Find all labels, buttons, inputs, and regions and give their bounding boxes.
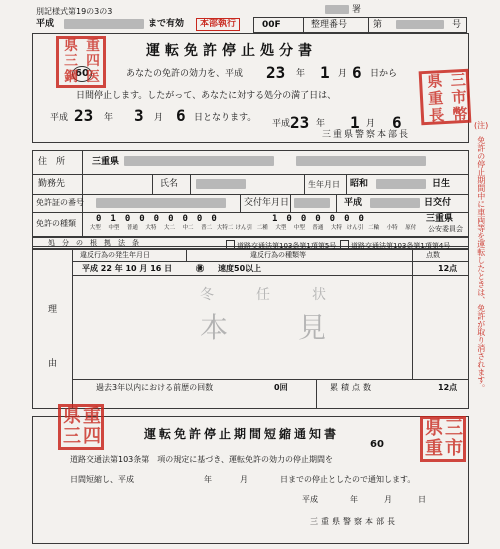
issue-unit-month: 月: [366, 119, 376, 129]
address-label: 住 所: [38, 157, 66, 167]
issue-day: 6: [392, 113, 402, 132]
license-class-label: 大二: [163, 225, 175, 231]
issue-year: 23: [290, 113, 310, 132]
issue-era: 平成: [272, 119, 291, 129]
reduction-line2b: 年: [204, 475, 212, 484]
seal-glyph: 県: [426, 72, 443, 91]
form-reference: 別記様式第19の3の3: [36, 7, 113, 16]
license-class-label: 大特: [330, 225, 342, 231]
license-class-label: 普二: [201, 225, 213, 231]
reduction-date-d: 日: [418, 495, 426, 504]
license-class-label: 二種: [256, 225, 268, 231]
address-value: 三重県: [92, 157, 120, 167]
faint-big-1: 本: [200, 311, 229, 344]
violation-type-header: 違反行為の種類等: [250, 251, 306, 259]
seal-glyph: 市: [445, 438, 463, 459]
license-class-label: 小特: [386, 225, 398, 231]
seal-glyph: 幣: [451, 104, 469, 124]
side-note-text: 免許の停止期間中に車両等を運転したときは、免許が取り消されます。: [476, 136, 486, 392]
unit-month: 月: [338, 69, 348, 79]
issue-date-suffix: 日交付: [424, 198, 452, 208]
violation-mark: ㊝: [196, 264, 204, 273]
license-class-label: 普通: [312, 225, 324, 231]
total-label: 累積点数: [330, 383, 374, 392]
license-class-label: 普通: [126, 225, 138, 231]
seal-glyph: 重: [86, 38, 100, 54]
dob-suffix: 日生: [432, 179, 451, 189]
reduction-line2a: 日間短縮し、平成: [70, 475, 134, 484]
seal-glyph: 三: [450, 70, 467, 90]
history-value: 0回: [274, 383, 288, 392]
redacted-office: [325, 5, 349, 14]
seal-glyph: 三: [445, 418, 463, 439]
from-label: 日から: [370, 69, 398, 79]
work-label: 勤務先: [38, 179, 66, 189]
reduction-line2d: 日までの停止としたので通知します。: [280, 475, 416, 484]
validity-suffix: まで有効: [148, 19, 185, 29]
seal-glyph: 四: [86, 53, 100, 70]
dob-value: 昭和: [350, 179, 369, 189]
reduction-date-era: 平成: [302, 495, 318, 504]
license-class-label: けん引: [346, 225, 364, 231]
license-class-label: 原付: [405, 225, 417, 231]
license-class-label: 二輪: [368, 225, 380, 231]
license-class-label: 大型: [89, 225, 101, 231]
violation-date-header: 違反行為の発生年月日: [80, 251, 150, 259]
start-day: 6: [352, 63, 362, 82]
notice-issuer: 三重県警察本部長: [322, 130, 411, 140]
notice-line2: 日間停止します。したがって、あなたに対する処分の満了日は、: [76, 91, 337, 101]
faint-glyph-3: 状: [312, 287, 326, 303]
seal-glyph: 重: [83, 406, 101, 427]
seal-glyph: 県: [64, 38, 78, 54]
basis-2-checkbox[interactable]: [340, 240, 349, 249]
end-day: 6: [176, 106, 186, 125]
violation-type: 速度50以上: [218, 264, 262, 273]
license-class-label: 中二: [182, 225, 194, 231]
license-no-label: 免許証の番号: [36, 198, 84, 207]
start-year: 23: [266, 63, 286, 82]
redacted-license-no: [96, 198, 226, 208]
reduction-days-circle: 60: [370, 439, 384, 450]
seal-lower-left: [58, 404, 104, 450]
end-unit-month: 月: [154, 113, 164, 123]
basis-1-checkbox[interactable]: [226, 240, 235, 249]
issue-month: 1: [350, 113, 360, 132]
issue-date-value: 平成: [344, 198, 363, 208]
seal-upper-right: [419, 69, 472, 126]
reduction-line2c: 月: [240, 475, 248, 484]
seal-glyph: 医: [86, 68, 100, 85]
redacted-address-2: [296, 156, 426, 166]
reduction-date-m: 月: [384, 495, 392, 504]
total-value: 12点: [438, 383, 458, 392]
reason-side-label-2: 由: [48, 359, 58, 369]
points-header: 点数: [426, 251, 440, 259]
license-class-label: 大型: [275, 225, 287, 231]
basis-1-text: 道路交通法第103条第1項第5号: [237, 242, 337, 250]
seal-glyph: 重: [425, 438, 443, 459]
redacted-issue-2: [294, 198, 330, 208]
notice-title: 運転免許停止処分書: [146, 43, 317, 59]
serial-suffix: 号: [452, 20, 462, 30]
license-class-row: [86, 226, 420, 236]
issue-unit-year: 年: [316, 119, 326, 129]
seal-glyph: 重: [427, 88, 444, 108]
basis-label: 処 分 の 根 拠 法 条: [48, 239, 139, 247]
license-class-label: 中型: [293, 225, 305, 231]
days-circle: 60: [72, 66, 92, 82]
violation-date: 平成 22 年 10 月 16 日: [82, 264, 173, 273]
serial-label: 整理番号: [311, 20, 348, 30]
end-era: 平成: [50, 113, 69, 123]
seal-lower-right: [420, 416, 466, 462]
seal-glyph: 三: [64, 53, 78, 70]
end-month: 3: [134, 106, 144, 125]
redacted-address: [124, 156, 274, 166]
unit-year: 年: [296, 69, 306, 79]
end-year: 23: [74, 106, 94, 125]
license-type-label: 免許の種類: [36, 219, 76, 228]
license-digits-1: 010000000: [96, 214, 226, 224]
license-digits-2: 1000000: [272, 214, 373, 224]
violation-points: 12点: [438, 264, 458, 273]
side-note-mark: (注): [474, 121, 489, 130]
seal-upper-left: [56, 36, 106, 88]
serial-prefix: 第: [373, 20, 383, 30]
police-office-label: 署: [352, 5, 362, 15]
seal-glyph: 市: [451, 87, 468, 107]
redacted-dob: [376, 179, 426, 189]
seal-glyph: 長: [428, 105, 445, 125]
license-class-label: 大特二: [216, 225, 234, 231]
history-label: 過去3年以内における前歴の回数: [96, 383, 214, 392]
redacted-serial: [396, 20, 444, 29]
license-class-label: けん引: [235, 225, 252, 231]
reduction-date-y: 年: [350, 495, 358, 504]
commission-label: 公安委員会: [428, 225, 463, 233]
faint-big-2: 見: [298, 311, 327, 344]
dob-label: 生年月日: [308, 180, 340, 189]
seal-glyph: 県: [425, 418, 443, 439]
notice-line1: あなたの免許の効力を、平成: [126, 69, 244, 79]
reduction-line1: 道路交通法第103条第 項の規定に基づき、運転免許の効力の停止期間を: [70, 455, 333, 464]
end-suffix: 日となります。: [194, 113, 257, 123]
name-label: 氏名: [160, 179, 179, 189]
license-class-label: 大特: [145, 225, 157, 231]
serial-value: 00F: [262, 20, 281, 30]
redacted-validity-date: [64, 19, 144, 29]
commission: 三重県: [426, 214, 454, 224]
faint-glyph-2: 任: [256, 287, 270, 303]
reduction-title: 運転免許停止期間短縮通知書: [144, 427, 340, 441]
redacted-name: [196, 179, 246, 189]
seal-glyph: 鋼: [64, 68, 78, 85]
issue-date-label: 交付年月日: [244, 198, 290, 208]
redacted-issue-date: [370, 198, 420, 208]
end-unit-year: 年: [104, 113, 114, 123]
reduction-issuer: 三重県警察本部長: [310, 517, 398, 526]
faint-glyph-1: 冬: [200, 287, 214, 303]
license-class-label: 中型: [108, 225, 120, 231]
honbu-execution-stamp: 本部執行: [196, 18, 240, 31]
seal-glyph: 四: [83, 426, 101, 447]
validity-prefix: 平成: [36, 19, 55, 29]
basis-2-text: 道路交通法第103条第1項第4号: [351, 242, 451, 250]
reason-side-label: 理: [48, 305, 58, 315]
seal-glyph: 県: [63, 406, 81, 427]
start-month: 1: [320, 63, 330, 82]
seal-glyph: 三: [63, 426, 81, 447]
